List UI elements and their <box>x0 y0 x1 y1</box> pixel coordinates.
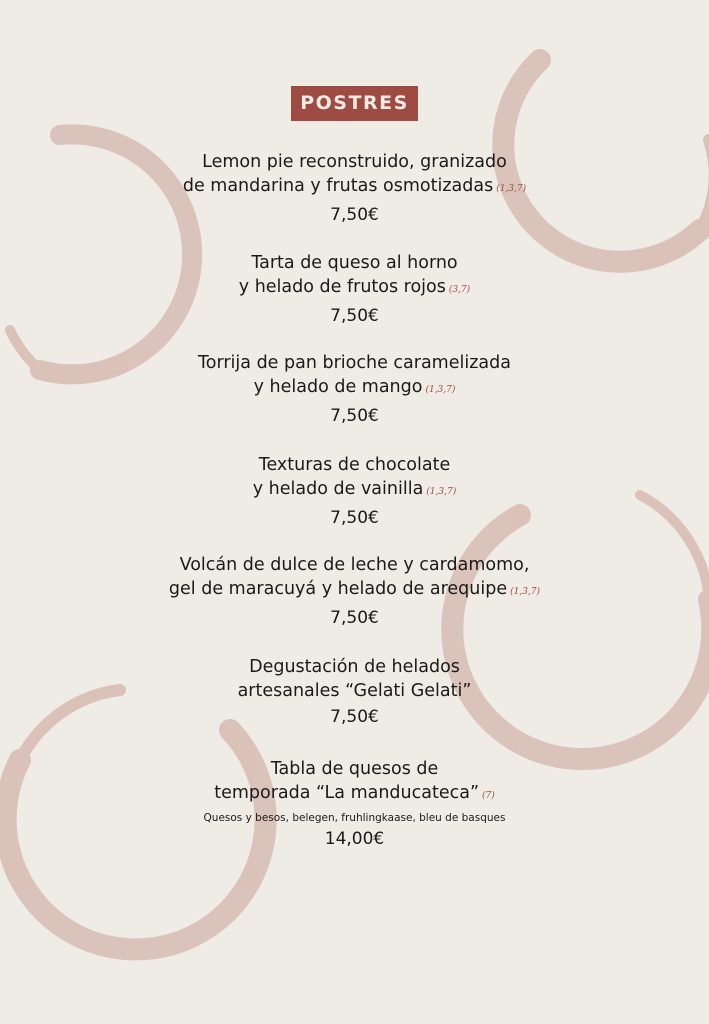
allergen-codes: (7) <box>482 791 495 801</box>
allergen-codes: (3,7) <box>448 285 471 295</box>
item-name-line-2: y helado de vainilla (1,3,7) <box>252 479 457 499</box>
allergen-codes: (1,3,7) <box>510 587 541 597</box>
item-name-line-1: Texturas de chocolate <box>258 455 451 475</box>
menu-header <box>0 86 709 121</box>
item-name-line-2: de mandarina y frutas osmotizadas (1,3,7) <box>182 176 527 196</box>
allergen-codes: (1,3,7) <box>426 487 457 497</box>
item-name-line-2: temporada “La manducateca” (7) <box>214 783 495 803</box>
section-title: POSTRES <box>291 86 418 121</box>
allergen-codes: (1,3,7) <box>425 385 456 395</box>
menu-item-texturas-chocolate <box>0 453 709 529</box>
menu-item-tarta-queso <box>0 251 709 327</box>
item-description: Quesos y besos, belegen, fruhlingkaase, bleu de basques <box>203 812 506 824</box>
item-name-line-1: Tabla de quesos de <box>270 759 439 779</box>
item-name-line-2: y helado de frutos rojos (3,7) <box>238 277 471 297</box>
item-name-line-2: gel de maracuyá y helado de arequipe (1,3,7) <box>168 579 541 599</box>
item-price: 7,50€ <box>330 406 379 426</box>
item-name-line-2: artesanales “Gelati Gelati” <box>237 681 472 701</box>
menu-item-tabla-quesos <box>0 757 709 850</box>
menu-item-torrija <box>0 351 709 427</box>
menu-item-volcan <box>0 553 709 629</box>
allergen-codes: (1,3,7) <box>496 184 527 194</box>
item-name-line-1: Lemon pie reconstruido, granizado <box>202 152 507 172</box>
menu-item-degustacion-helados <box>0 655 709 728</box>
item-name-line-2: y helado de mango (1,3,7) <box>253 377 456 397</box>
menu-item-lemon-pie <box>0 150 709 226</box>
item-price: 7,50€ <box>330 306 379 326</box>
item-name-line-1: Volcán de dulce de leche y cardamomo, <box>179 555 530 575</box>
item-name-line-1: Degustación de helados <box>249 657 460 677</box>
item-name-line-1: Tarta de queso al horno <box>251 253 458 273</box>
item-price: 7,50€ <box>330 205 379 225</box>
item-price: 14,00€ <box>324 829 385 849</box>
item-price: 7,50€ <box>330 508 379 528</box>
item-price: 7,50€ <box>330 608 379 628</box>
item-price: 7,50€ <box>330 707 379 727</box>
item-name-line-1: Torrija de pan brioche caramelizada <box>198 353 511 373</box>
